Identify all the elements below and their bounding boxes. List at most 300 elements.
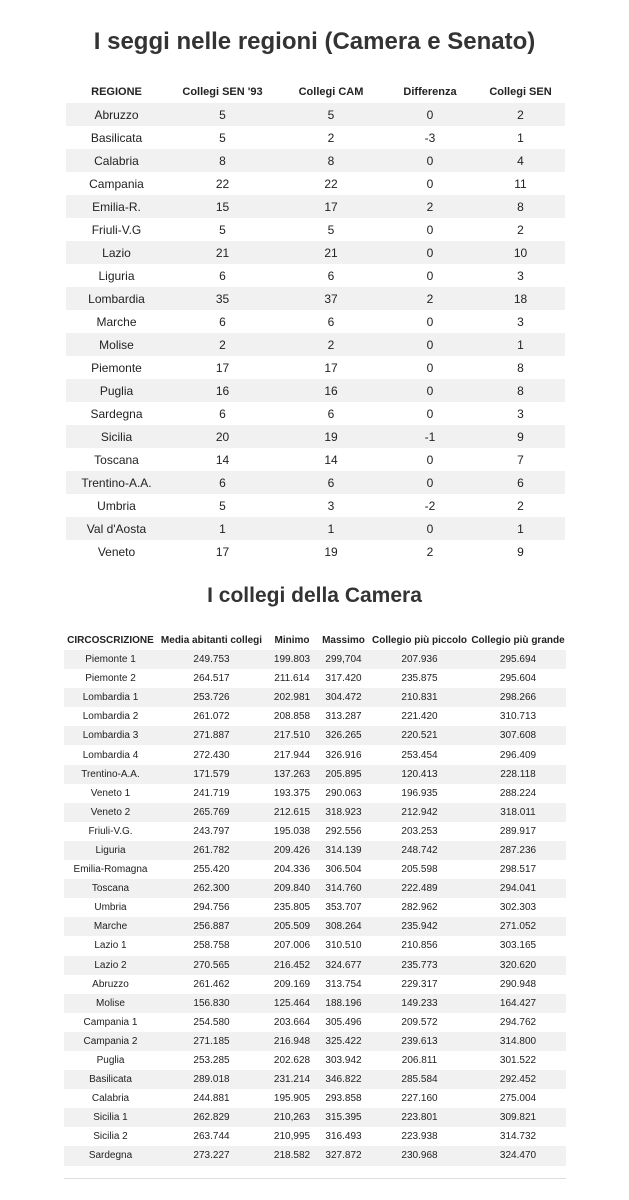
table-cell: 35 [167,287,278,310]
table-cell: 209.169 [266,975,318,994]
table-row [64,688,566,707]
table-cell: Lazio 1 [64,936,157,955]
table-cell: -3 [384,126,476,149]
table-cell: 5 [278,103,384,126]
column-header: CIRCOSCRIZIONE [67,634,154,646]
table-cell: 2 [278,333,384,356]
column-header: Collegio più piccolo [372,634,467,646]
table-cell: Lombardia 1 [64,688,157,707]
table-cell: 235.805 [266,898,318,917]
table-cell: 272.430 [157,745,266,764]
table-cell: 10 [476,241,565,264]
column-header: Massimo [322,634,365,646]
table-cell: 137.263 [266,765,318,784]
table-cell: 210.856 [369,936,470,955]
table-cell: 217.510 [266,726,318,745]
table-cell: 0 [384,471,476,494]
table-cell: Puglia [66,379,167,402]
table-cell: 171.579 [157,765,266,784]
collegi-camera-table [64,630,566,1166]
table-row [66,218,565,241]
table-cell: 292.452 [470,1070,566,1089]
table-cell: 6 [278,310,384,333]
table-cell: 8 [476,356,565,379]
table-row [64,803,566,822]
table-row [66,126,565,149]
table-cell: 261.072 [157,707,266,726]
table-cell: 239.613 [369,1032,470,1051]
table-row [64,1127,566,1146]
table-cell: 315.395 [318,1108,369,1127]
table-cell: 1 [278,517,384,540]
table-cell: 313.754 [318,975,369,994]
table-cell: 195.905 [266,1089,318,1108]
table-cell: 3 [278,494,384,517]
table-cell: 6 [167,402,278,425]
table-cell: 1 [476,517,565,540]
table-cell: 20 [167,425,278,448]
table-cell: 209.840 [266,879,318,898]
table-cell: 0 [384,103,476,126]
table-cell: 295.604 [470,669,566,688]
table-cell: 193.375 [266,784,318,803]
table-row [66,264,565,287]
table-cell: 346.822 [318,1070,369,1089]
table-cell: 298.517 [470,860,566,879]
table-cell: 271.887 [157,726,266,745]
table-cell: 230.968 [369,1146,470,1165]
table-cell: 241.719 [157,784,266,803]
table-cell: Lombardia 4 [64,745,157,764]
table-cell: Marche [64,917,157,936]
table-cell: Lombardia [66,287,167,310]
table-cell: Campania 1 [64,1013,157,1032]
table-cell: Umbria [64,898,157,917]
table-cell: 196.935 [369,784,470,803]
table-row [66,287,565,310]
table-cell: 258.758 [157,936,266,955]
table-cell: 17 [167,540,278,563]
table-cell: Veneto [66,540,167,563]
table-row [66,471,565,494]
table-cell: 22 [278,172,384,195]
table-cell: -2 [384,494,476,517]
table-row [64,1051,566,1070]
table-cell: 310.510 [318,936,369,955]
table-cell: Molise [64,994,157,1013]
table-cell: Abruzzo [66,103,167,126]
table-cell: 0 [384,356,476,379]
table-cell: Sardegna [64,1146,157,1165]
table-row [64,1013,566,1032]
table-cell: 188.196 [318,994,369,1013]
section-title-collegi: I collegi della Camera [207,584,422,607]
table-cell: 209.572 [369,1013,470,1032]
table-cell: 302.303 [470,898,566,917]
table-row [66,425,565,448]
table-cell: 6 [476,471,565,494]
table-cell: 271.052 [470,917,566,936]
table-cell: 203.253 [369,822,470,841]
table-cell: 17 [278,356,384,379]
table-cell: 288.224 [470,784,566,803]
table-cell: 254.580 [157,1013,266,1032]
table-cell: 318.923 [318,803,369,822]
table-cell: 0 [384,517,476,540]
seggi-regioni-table [66,81,565,563]
table-cell: Abruzzo [64,975,157,994]
table-cell: 205.509 [266,917,318,936]
table-cell: 0 [384,264,476,287]
table-header-row [64,630,566,650]
table-cell: 324.470 [470,1146,566,1165]
table-cell: 3 [476,310,565,333]
table-row [64,1146,566,1165]
table-cell: 235.773 [369,956,470,975]
table-cell: Campania 2 [64,1032,157,1051]
table-cell: 316.493 [318,1127,369,1146]
table-row [66,103,565,126]
table-cell: 210,995 [266,1127,318,1146]
table-row [66,172,565,195]
table-cell: Molise [66,333,167,356]
column-header: Collegi CAM [298,86,364,98]
table-cell: 318.011 [470,803,566,822]
table-cell: 223.801 [369,1108,470,1127]
table-cell: 204.336 [266,860,318,879]
table-cell: Friuli-V.G [66,218,167,241]
table-cell: 244.881 [157,1089,266,1108]
column-header: REGIONE [91,86,142,98]
table-cell: 314.732 [470,1127,566,1146]
table-cell: 212.615 [266,803,318,822]
table-cell: 287.236 [470,841,566,860]
table-row [66,494,565,517]
table-row [64,650,566,669]
table-cell: 0 [384,310,476,333]
table-cell: 2 [476,103,565,126]
table-row [66,540,565,563]
table-cell: 202.981 [266,688,318,707]
table-row [64,669,566,688]
column-header: Minimo [274,634,310,646]
table-cell: Friuli-V.G. [64,822,157,841]
table-cell: Puglia [64,1051,157,1070]
table-cell: 295.694 [470,650,566,669]
table-cell: 229.317 [369,975,470,994]
table-cell: 231.214 [266,1070,318,1089]
table-cell: 21 [278,241,384,264]
table-row [66,333,565,356]
table-cell: 0 [384,333,476,356]
table-cell: 195.038 [266,822,318,841]
table-cell: 320.620 [470,956,566,975]
table-cell: 263.744 [157,1127,266,1146]
table-cell: 261.462 [157,975,266,994]
table-cell: 5 [167,103,278,126]
table-cell: 6 [278,402,384,425]
table-cell: 304.472 [318,688,369,707]
table-row [64,784,566,803]
table-cell: 223.938 [369,1127,470,1146]
table-cell: 294.756 [157,898,266,917]
table-cell: Basilicata [64,1070,157,1089]
table-cell: 8 [167,149,278,172]
table-cell: 235.942 [369,917,470,936]
table-cell: 314.139 [318,841,369,860]
table-cell: 292.556 [318,822,369,841]
table-row [64,1032,566,1051]
table-cell: 125.464 [266,994,318,1013]
table-cell: 2 [167,333,278,356]
table-cell: Sicilia [66,425,167,448]
table-cell: 218.582 [266,1146,318,1165]
table-cell: 228.118 [470,765,566,784]
table-row [64,956,566,975]
table-cell: 15 [167,195,278,218]
table-cell: 14 [278,448,384,471]
table-cell: 6 [167,264,278,287]
table-cell: 22 [167,172,278,195]
table-row [64,879,566,898]
table-cell: 21 [167,241,278,264]
table-cell: Calabria [66,149,167,172]
table-cell: 294.041 [470,879,566,898]
table-row [66,356,565,379]
table-cell: 2 [384,195,476,218]
table-cell: Lazio [66,241,167,264]
table-cell: 8 [476,195,565,218]
table-cell: 253.726 [157,688,266,707]
table-row [64,994,566,1013]
column-header: Collegi SEN '93 [182,86,263,98]
table-cell: 270.565 [157,956,266,975]
table-cell: 205.895 [318,765,369,784]
table-cell: 210,263 [266,1108,318,1127]
table-row [66,517,565,540]
table-cell: 290.948 [470,975,566,994]
table-cell: 285.584 [369,1070,470,1089]
table-cell: 298.266 [470,688,566,707]
table-cell: 5 [167,218,278,241]
table-cell: 220.521 [369,726,470,745]
table-cell: 18 [476,287,565,310]
table-cell: 2 [278,126,384,149]
table-row [66,149,565,172]
table-cell: 310.713 [470,707,566,726]
table-cell: Lombardia 3 [64,726,157,745]
table-row [64,707,566,726]
bottom-divider [64,1178,566,1179]
table-cell: Trentino-A.A. [64,765,157,784]
column-header: Collegio più grande [471,634,565,646]
table-cell: 308.264 [318,917,369,936]
table-cell: Basilicata [66,126,167,149]
table-cell: 205.598 [369,860,470,879]
table-cell: Val d'Aosta [66,517,167,540]
table-cell: 256.887 [157,917,266,936]
table-cell: 289.917 [470,822,566,841]
table-cell: Toscana [66,448,167,471]
table-cell: 2 [384,540,476,563]
table-cell: 9 [476,540,565,563]
table-cell: 273.227 [157,1146,266,1165]
table-cell: 207.006 [266,936,318,955]
table-cell: 210.831 [369,688,470,707]
table-row [66,448,565,471]
table-row [64,726,566,745]
table-cell: 217.944 [266,745,318,764]
table-cell: 314.800 [470,1032,566,1051]
table-cell: 6 [278,264,384,287]
table-cell: 0 [384,149,476,172]
table-cell: 353.707 [318,898,369,917]
table-row [64,822,566,841]
table-cell: 1 [476,333,565,356]
table-cell: 5 [167,126,278,149]
table-cell: 4 [476,149,565,172]
table-row [64,841,566,860]
table-cell: Sardegna [66,402,167,425]
table-cell: 6 [278,471,384,494]
table-row [64,975,566,994]
table-cell: 0 [384,448,476,471]
table-cell: 164.427 [470,994,566,1013]
table-row [64,1070,566,1089]
table-cell: Marche [66,310,167,333]
table-cell: 314.760 [318,879,369,898]
table-cell: Piemonte 2 [64,669,157,688]
table-cell: 3 [476,264,565,287]
table-cell: 0 [384,172,476,195]
table-row [66,241,565,264]
table-cell: 16 [278,379,384,402]
table-cell: 9 [476,425,565,448]
table-cell: 1 [167,517,278,540]
table-cell: 293.858 [318,1089,369,1108]
table-cell: 253.454 [369,745,470,764]
table-cell: 208.858 [266,707,318,726]
table-cell: 11 [476,172,565,195]
table-cell: Sicilia 2 [64,1127,157,1146]
column-header: Media abitanti collegi [160,634,263,646]
table-cell: Veneto 2 [64,803,157,822]
table-cell: 1 [476,126,565,149]
table-cell: 19 [278,540,384,563]
table-cell: 209.426 [266,841,318,860]
table-cell: 211.614 [266,669,318,688]
table-cell: Piemonte 1 [64,650,157,669]
table-cell: Lombardia 2 [64,707,157,726]
table-cell: 299,704 [318,650,369,669]
table-cell: 207.936 [369,650,470,669]
table-cell: 265.769 [157,803,266,822]
table-row [64,745,566,764]
table-cell: 324.677 [318,956,369,975]
table-cell: 2 [476,218,565,241]
table-cell: 5 [167,494,278,517]
table-cell: 156.830 [157,994,266,1013]
table-row [64,1108,566,1127]
table-cell: 199.803 [266,650,318,669]
table-cell: 0 [384,402,476,425]
table-cell: 222.489 [369,879,470,898]
table-cell: 19 [278,425,384,448]
table-cell: 202.628 [266,1051,318,1070]
table-cell: Calabria [64,1089,157,1108]
table-cell: 3 [476,402,565,425]
table-cell: 216.452 [266,956,318,975]
table-cell: 306.504 [318,860,369,879]
table-cell: Piemonte [66,356,167,379]
column-header: Collegi SEN [489,86,552,98]
table-row [64,765,566,784]
table-cell: 235.875 [369,669,470,688]
table-row [64,860,566,879]
table-row [66,379,565,402]
table-cell: 307.608 [470,726,566,745]
table-cell: 243.797 [157,822,266,841]
table-cell: 271.185 [157,1032,266,1051]
table-cell: 0 [384,218,476,241]
table-cell: Veneto 1 [64,784,157,803]
table-cell: 326.265 [318,726,369,745]
table-cell: 0 [384,379,476,402]
table-cell: 294.762 [470,1013,566,1032]
table-cell: 120.413 [369,765,470,784]
table-row [64,1089,566,1108]
table-cell: 5 [278,218,384,241]
table-cell: Lazio 2 [64,956,157,975]
table-cell: Emilia-Romagna [64,860,157,879]
table-cell: 325.422 [318,1032,369,1051]
table-cell: 0 [384,241,476,264]
table-cell: 6 [167,471,278,494]
table-cell: 282.962 [369,898,470,917]
table-cell: 309.821 [470,1108,566,1127]
table-cell: Emilia-R. [66,195,167,218]
table-cell: 37 [278,287,384,310]
table-cell: 8 [476,379,565,402]
table-row [64,936,566,955]
table-row [66,310,565,333]
table-cell: 16 [167,379,278,402]
table-cell: Liguria [64,841,157,860]
table-cell: 264.517 [157,669,266,688]
table-cell: 6 [167,310,278,333]
table-cell: Umbria [66,494,167,517]
table-row [66,402,565,425]
table-cell: 2 [384,287,476,310]
table-row [64,898,566,917]
table-cell: Liguria [66,264,167,287]
table-cell: 17 [278,195,384,218]
table-cell: 327.872 [318,1146,369,1165]
table-cell: 326.916 [318,745,369,764]
table-cell: Campania [66,172,167,195]
table-cell: 253.285 [157,1051,266,1070]
column-header: Differenza [403,86,457,98]
table-cell: 289.018 [157,1070,266,1089]
table-cell: Sicilia 1 [64,1108,157,1127]
table-row [64,917,566,936]
table-cell: 305.496 [318,1013,369,1032]
table-cell: 206.811 [369,1051,470,1070]
table-cell: 7 [476,448,565,471]
table-cell: 248.742 [369,841,470,860]
table-cell: 303.942 [318,1051,369,1070]
table-cell: -1 [384,425,476,448]
